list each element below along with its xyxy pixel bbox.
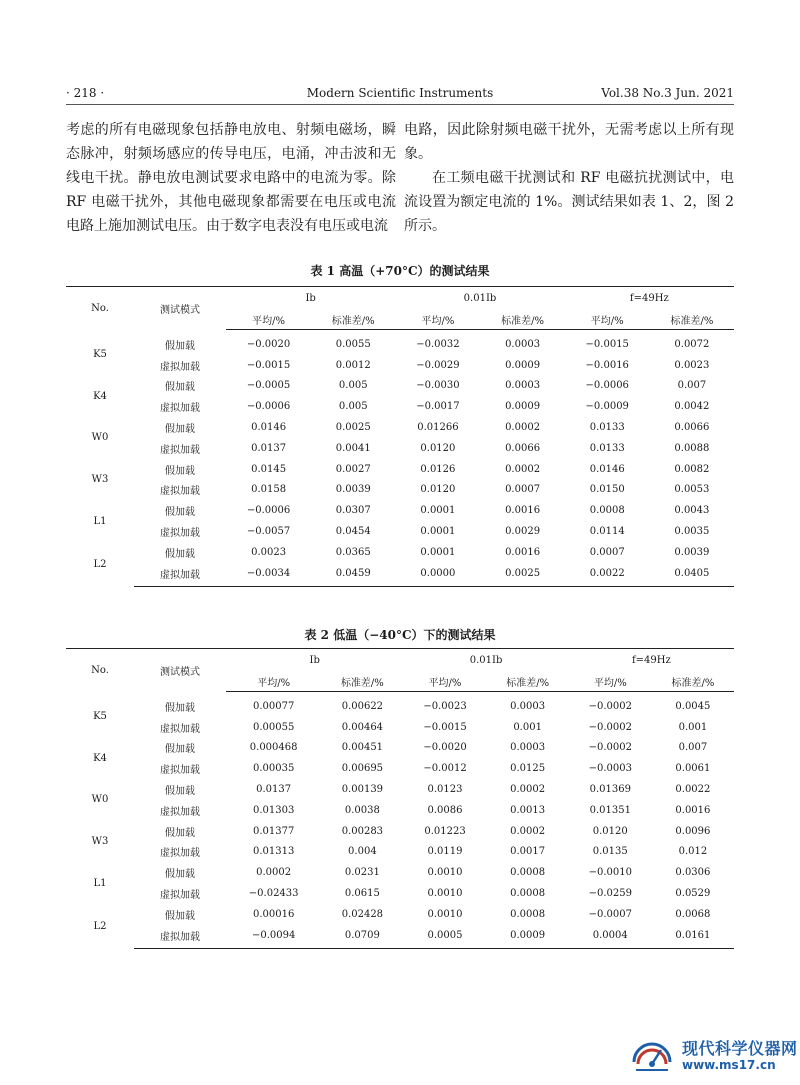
mode-cell: 虚拟加载 [160,848,200,860]
value-cell: 0.0150 [589,484,625,496]
value-cell: 0.007 [677,380,707,392]
header-std: 标准差/% [311,309,395,330]
value-cell: 0.0137 [256,784,292,796]
value-cell: 0.0002 [505,422,541,434]
value-cell: 0.0025 [335,422,371,434]
value-cell: 0.0146 [589,463,625,475]
value-cell: 0.0161 [652,925,734,948]
mode-cell: 虚拟加载 [134,925,226,948]
value-cell: 0.0120 [420,442,456,454]
mode-cell: 虚拟加载 [160,765,200,777]
value-cell: 0.0035 [674,526,710,538]
value-cell: 0.01351 [589,804,631,816]
value-cell: 0.004 [348,846,377,858]
value-cell: 0.001 [678,721,708,733]
table-row [66,330,734,355]
value-cell: −0.0010 [588,867,632,879]
value-cell: 0.0029 [505,526,541,538]
meter-id-cell: W3 [91,836,109,848]
value-cell: 0.00077 [252,700,295,712]
meter-id-cell: K4 [93,390,107,402]
header-avg: 平均/% [226,309,311,330]
mode-cell: 虚拟加载 [160,486,200,498]
value-cell: 0.0004 [569,925,652,948]
value-cell: −0.0002 [588,721,632,733]
table1-caption: 表 1 高温（+70°C）的测试结果 [310,264,490,278]
value-cell: 0.00451 [341,742,384,754]
value-cell: 0.01377 [252,825,295,837]
value-cell: 0.0007 [505,484,541,496]
header-std: 标准差/% [480,309,564,330]
header-mode: 测试模式 [134,649,226,692]
value-cell: 0.0001 [420,505,456,517]
site-watermark [628,1030,798,1078]
value-cell: 0.0365 [335,546,371,558]
table-row [66,438,734,459]
mode-cell: 虚拟加载 [160,806,200,818]
value-cell: 0.0120 [592,825,628,837]
table2-body [66,692,734,949]
value-cell: 0.00283 [341,825,384,837]
value-cell: 0.0007 [589,546,625,558]
mode-cell: 假加载 [165,465,195,477]
value-cell: 0.0055 [335,338,371,350]
header-group-ib: Ib [226,287,395,310]
table-row [66,862,734,883]
header-mode: 测试模式 [134,287,226,330]
ms17-logo-icon [628,1032,676,1078]
value-cell: 0.0133 [589,422,625,434]
table-row [66,842,734,863]
value-cell: −0.0094 [226,925,321,948]
volume-issue: Vol.38 No.3 Jun. 2021 [601,86,734,100]
value-cell: −0.0020 [423,742,467,754]
value-cell: 0.0146 [251,422,287,434]
value-cell: 0.0459 [311,563,395,586]
header-avg: 平均/% [395,309,480,330]
value-cell: 0.0023 [251,546,287,558]
value-cell: −0.02433 [248,888,299,900]
value-cell: 0.0114 [589,526,625,538]
value-cell: 0.0045 [675,700,711,712]
value-cell: −0.0006 [585,380,629,392]
value-cell: 0.0039 [335,484,371,496]
value-cell: 0.0005 [403,925,486,948]
table1-body [66,330,734,587]
value-cell: 0.005 [338,401,368,413]
value-cell: 0.0002 [510,825,546,837]
header-std: 标准差/% [650,309,734,330]
meter-id-cell: K5 [93,349,107,361]
value-cell: −0.0057 [246,526,291,538]
header-no: No. [66,287,134,330]
value-cell: 0.00035 [252,763,295,775]
meter-id-cell: W0 [91,432,109,444]
header-group-f49: f=49Hz [565,287,734,310]
value-cell: 0.0009 [505,401,541,413]
value-cell: 0.0137 [251,442,287,454]
value-cell: 0.0133 [589,442,625,454]
value-cell: −0.0015 [246,359,291,371]
value-cell: −0.0030 [416,380,460,392]
value-cell: −0.0003 [588,763,632,775]
value-cell: 0.0120 [420,484,456,496]
value-cell: 0.0082 [674,463,710,475]
header-avg: 平均/% [226,671,321,692]
right-column [404,118,734,238]
mode-cell: 假加载 [165,744,195,756]
right-paragraph-1: 电路，因此除射频电磁干扰外，无需考虑以上所有现象。 [404,122,734,162]
table-row [66,758,734,779]
header-avg: 平均/% [565,309,650,330]
mode-cell: 假加载 [165,507,195,519]
value-cell: 0.0039 [674,546,710,558]
value-cell: 0.0529 [675,888,711,900]
value-cell: 0.0003 [505,338,541,350]
table-row [66,925,734,948]
value-cell: 0.00464 [341,721,384,733]
meter-id-cell: W0 [91,794,109,806]
value-cell: 0.0135 [592,846,628,858]
table-row [66,717,734,738]
value-cell: 0.0088 [674,442,710,454]
table-row [66,738,734,759]
value-cell: 0.0025 [480,563,564,586]
body-text [66,118,734,238]
header-std: 标准差/% [321,671,403,692]
value-cell: 0.0454 [335,526,371,538]
header-no: No. [66,649,134,692]
value-cell: −0.0023 [423,700,467,712]
value-cell: 0.0027 [335,463,371,475]
table-row [66,500,734,521]
meter-id-cell: W3 [91,474,109,486]
value-cell: 0.0002 [510,784,546,796]
table2 [66,648,734,949]
header-group-001ib: 0.01Ib [395,287,564,310]
value-cell: 0.0012 [335,359,371,371]
value-cell: 0.01266 [417,422,459,434]
value-cell: 0.0086 [427,804,463,816]
value-cell: 0.0016 [505,505,541,517]
value-cell: −0.0009 [585,401,629,413]
value-cell: 0.00695 [341,763,384,775]
value-cell: 0.0158 [251,484,287,496]
value-cell: 0.0001 [420,526,456,538]
value-cell: 0.012 [678,846,708,858]
value-cell: 0.0307 [335,505,371,517]
header-std: 标准差/% [487,671,569,692]
value-cell: 0.0000 [395,563,480,586]
table-row [66,355,734,376]
table1 [66,286,734,587]
value-cell: 0.0017 [510,846,546,858]
value-cell: 0.000468 [249,742,298,754]
value-cell: −0.0002 [588,742,632,754]
value-cell: 0.0066 [674,422,710,434]
value-cell: 0.01303 [252,804,295,816]
value-cell: 0.0023 [674,359,710,371]
value-cell: 0.0061 [675,763,711,775]
value-cell: 0.0072 [674,338,710,350]
header-std: 标准差/% [652,671,734,692]
value-cell: 0.0068 [675,908,711,920]
value-cell: 0.0003 [510,700,546,712]
table-row [66,417,734,438]
value-cell: −0.0032 [416,338,460,350]
value-cell: 0.00139 [341,784,384,796]
table2-caption: 表 2 低温（−40°C）下的测试结果 [304,628,496,642]
mode-cell: 假加载 [165,786,195,798]
value-cell: 0.0038 [344,804,380,816]
header-group-f49: f=49Hz [569,649,734,672]
table-row [66,396,734,417]
value-cell: 0.00055 [252,721,295,733]
meter-id-cell: K4 [93,752,107,764]
table-row [66,459,734,480]
value-cell: 0.0002 [505,463,541,475]
value-cell: 0.0043 [674,505,710,517]
mode-cell: 虚拟加载 [160,890,200,902]
table-row [66,883,734,904]
value-cell: 0.0042 [674,401,710,413]
value-cell: 0.0709 [321,925,403,948]
value-cell: 0.0002 [256,867,292,879]
table-row [66,563,734,586]
mode-cell: 假加载 [165,548,195,560]
table-row [66,376,734,397]
right-paragraph-2: 在工频电磁干扰测试和 RF 电磁抗扰测试中，电流设置为额定电流的 1%。测试结果如表 1、2，图 2 所示。 [404,170,734,234]
value-cell: −0.0015 [585,338,629,350]
header-group-001ib: 0.01Ib [403,649,568,672]
value-cell: 0.0008 [589,505,625,517]
value-cell: 0.0119 [427,846,463,858]
value-cell: −0.0017 [416,401,460,413]
table-row [66,779,734,800]
mode-cell: 虚拟加载 [160,361,200,373]
meter-id-cell: L1 [93,877,107,889]
value-cell: −0.0006 [246,401,291,413]
table-row [66,480,734,501]
mode-cell: 假加载 [165,910,195,922]
table-row [66,521,734,542]
value-cell: −0.0015 [423,721,467,733]
header-avg: 平均/% [569,671,652,692]
watermark-url: www.ms17.cn [682,1058,776,1072]
meter-id-cell: K5 [93,711,107,723]
meter-id-cell: L2 [93,920,107,932]
value-cell: 0.0066 [505,442,541,454]
watermark-title: 现代科学仪器网 [682,1039,798,1058]
mode-cell: 假加载 [165,702,195,714]
value-cell: 0.0010 [427,867,463,879]
value-cell: 0.01313 [252,846,295,858]
value-cell: 0.0003 [505,380,541,392]
value-cell: −0.0259 [588,888,632,900]
value-cell: 0.0231 [344,867,380,879]
value-cell: −0.0016 [585,359,629,371]
value-cell: 0.0009 [487,925,569,948]
mode-cell: 虚拟加载 [160,403,200,415]
mode-cell: 假加载 [165,340,195,352]
mode-cell: 假加载 [165,827,195,839]
value-cell: 0.0008 [510,888,546,900]
value-cell: 0.0041 [335,442,371,454]
mode-cell: 假加载 [165,382,195,394]
value-cell: 0.0003 [510,742,546,754]
mode-cell: 假加载 [165,869,195,881]
value-cell: 0.01369 [589,784,631,796]
meter-id-cell: L2 [93,558,107,570]
value-cell: −0.0005 [246,380,291,392]
value-cell: 0.0008 [510,908,546,920]
mode-cell: 虚拟加载 [160,528,200,540]
value-cell: 0.0096 [675,825,711,837]
value-cell: −0.0034 [226,563,311,586]
left-column [66,118,396,238]
value-cell: 0.00016 [252,908,295,920]
value-cell: 0.0022 [565,563,650,586]
value-cell: 0.0010 [427,888,463,900]
mode-cell: 假加载 [165,424,195,436]
value-cell: 0.0009 [505,359,541,371]
value-cell: 0.0125 [510,763,546,775]
table-row [66,800,734,821]
value-cell: −0.0020 [246,338,291,350]
journal-name: Modern Scientific Instruments [306,86,494,100]
value-cell: 0.0615 [344,888,380,900]
value-cell: 0.00622 [341,700,384,712]
value-cell: 0.007 [678,742,708,754]
value-cell: 0.0008 [510,867,546,879]
header-group-ib: Ib [226,649,403,672]
value-cell: 0.0123 [427,784,463,796]
table-row [66,904,734,925]
value-cell: 0.0016 [675,804,711,816]
value-cell: 0.0306 [675,867,711,879]
value-cell: 0.01223 [424,825,466,837]
mode-cell: 虚拟加载 [160,723,200,735]
table-row [66,692,734,717]
value-cell: 0.0016 [505,546,541,558]
value-cell: 0.0022 [675,784,711,796]
value-cell: 0.0010 [427,908,463,920]
value-cell: −0.0002 [588,700,632,712]
mode-cell: 虚拟加载 [134,563,226,586]
value-cell: −0.0007 [588,908,632,920]
table-row [66,542,734,563]
value-cell: −0.0029 [416,359,460,371]
running-header [66,84,734,105]
page-number: · 218 · [66,86,105,100]
value-cell: 0.0405 [650,563,734,586]
meter-id-cell: L1 [93,515,107,527]
mode-cell: 虚拟加载 [160,444,200,456]
value-cell: 0.001 [513,721,542,733]
header-avg: 平均/% [403,671,486,692]
value-cell: 0.0013 [510,804,546,816]
value-cell: 0.0053 [674,484,710,496]
value-cell: 0.005 [338,380,368,392]
left-paragraph: 考虑的所有电磁现象包括静电放电、射频电磁场，瞬态脉冲，射频场感应的传导电压，电涌，冲击波和无线电干扰。静电放电测试要求电路中的电流为零。除RF 电磁干扰外，其他电磁现象都需要在电压或电流电路上施加测试电压。由于数字电表没有电压或电流 [66,122,396,234]
value-cell: −0.0012 [423,763,467,775]
value-cell: −0.0006 [246,505,291,517]
value-cell: 0.0145 [251,463,287,475]
value-cell: 0.0126 [420,463,456,475]
value-cell: 0.02428 [341,908,384,920]
table-row [66,821,734,842]
value-cell: 0.0001 [420,546,456,558]
